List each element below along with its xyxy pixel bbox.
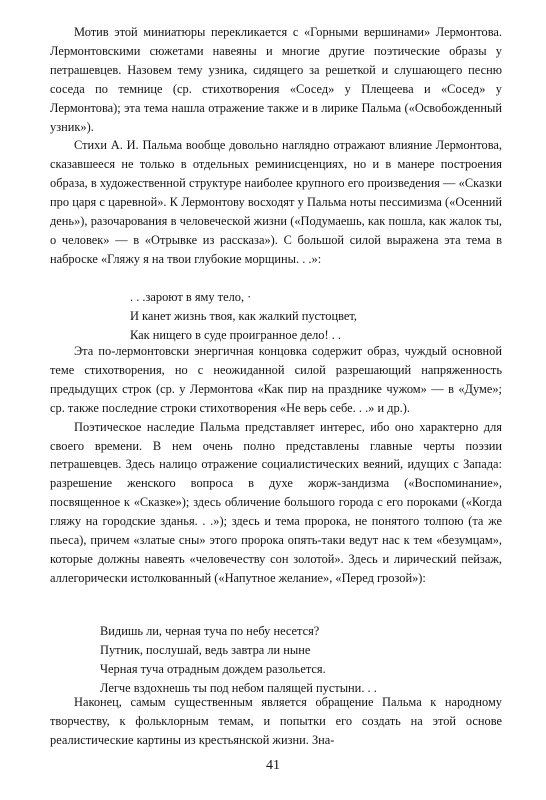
verse-line: . . .зароют в яму тело, · <box>130 290 252 304</box>
verse-excerpt-1 <box>130 288 357 345</box>
verse-line: Черная туча отрадным дождем разольется. <box>100 661 326 676</box>
verse-line: Как нищего в суде проигранное дело! . . <box>130 327 342 342</box>
text-section-2 <box>50 342 502 588</box>
paragraph-5: Наконец, самым существенным является обращение Пальма к народному творчеству, к фольклорным темам, и попытки его создать на этой основе реалистические картины из крестьянской жизни. Зна- <box>50 695 502 747</box>
text-section-1 <box>50 23 502 269</box>
paragraph-3: Эта по-лермонтовски энергичная концовка содержит образ, чуждый основной теме стихотворения, но с неожиданной силой разрешающий напряженность предыдущих строк (ср. у Лермонтова «Как пир на празднике чужом» — в «Думе»; ср. также последние строки стихотворения «Не верь себе. . .» и др.). <box>50 344 502 415</box>
verse-line: Путник, послушай, ведь завтра ли ныне <box>100 642 311 657</box>
verse-line: Легче вздохнешь ты под небом палящей пустыни. . . <box>100 680 377 695</box>
page-number: 41 <box>266 758 280 773</box>
verse-excerpt-2 <box>100 622 377 698</box>
paragraph-2: Стихи А. И. Пальма вообще довольно наглядно отражают влияние Лермонтова, сказавшееся не только в отдельных реминисценциях, но и в манере построения образа, в художественной структуре наиболее крупного его произведения — «Сказки про царя с царевной». К Лермонтову восходят у Пальма ноты пессимизма («Осенний день»), разочарования в человеческой жизни («Подумаешь, как пошла, как жалок ты, о человек» — в «Отрывке из рассказа»). С большой силой выражена эта тема в наброске «Гляжу я на твои глубокие морщины. . .»: <box>50 138 502 266</box>
paragraph-1: Мотив этой миниатюры перекликается с «Горными вершинами» Лермонтова. Лермонтовскими сюжетами навеяны и многие другие поэтические образы у петрашевцев. Назовем тему узника, сидящего за решеткой и слушающего песню соседа по темнице (ср. стихотворения «Сосед» у Плещеева и «Сосед» у Лермонтова); эта тема нашла отражение также и в лирике Пальма («Освобожденный узник»). <box>50 25 502 134</box>
verse-line: Видишь ли, черная туча по небу несется? <box>100 624 320 638</box>
text-section-3 <box>50 693 502 750</box>
paragraph-4: Поэтическое наследие Пальма представляет интерес, ибо оно характерно для своего времени. В нем очень полно представлены главные черты поэзии петрашевцев. Здесь налицо отражение социалистических веяний, идущих с Запада: разрешение женского вопроса в духе жорж-зандизма («Воспоминание», посвященное к «Сказке»); здесь обличение большого города с его пороками («Когда гляжу на городские зданья. . .»); здесь и тема пророка, не понятого толпою (та же пьеса), причем «златые сны» этого пророка опять-таки ведут нас к тем «безумцам», которые должны навеять «человечеству сон золотой». Здесь и лирический пейзаж, аллегорически истолкованный («Напутное желание», «Перед грозой»): <box>50 419 502 585</box>
verse-line: И канет жизнь твоя, как жалкий пустоцвет, <box>130 308 357 323</box>
